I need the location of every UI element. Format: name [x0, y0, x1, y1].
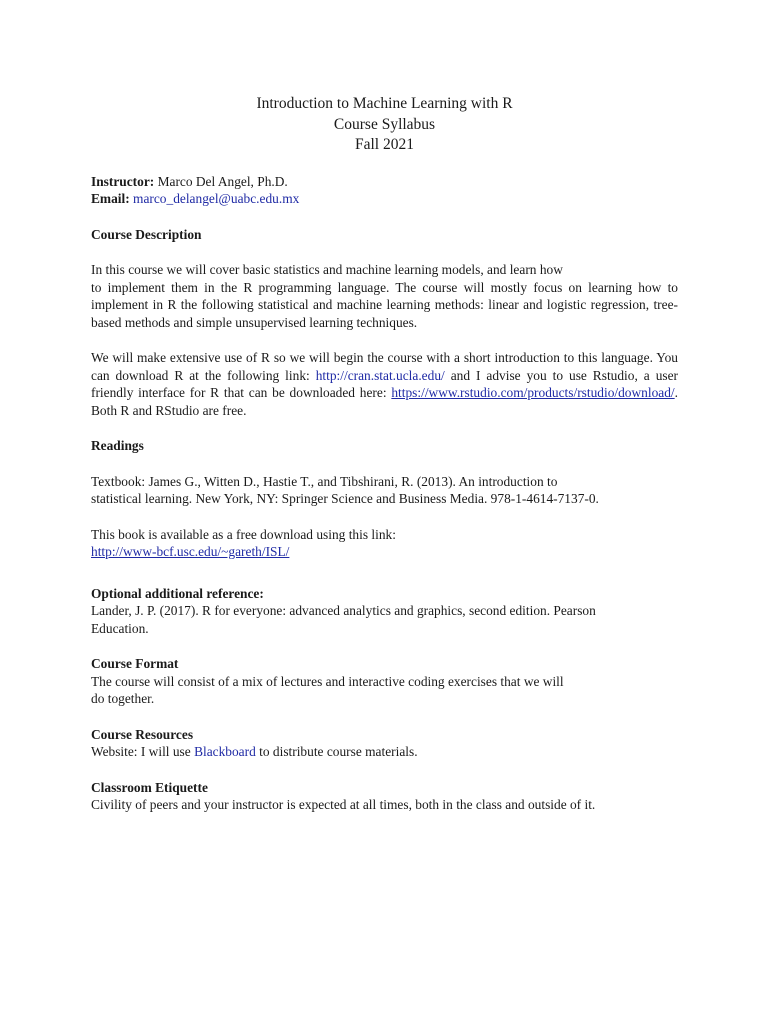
- free-download-text: This book is available as a free download using this link:: [91, 526, 396, 542]
- title-block: [91, 94, 678, 156]
- course-resources-line: [91, 743, 678, 761]
- textbook-line-2: statistical learning. New York, NY: Springer Science and Business Media. 978-1-4614-7137-0.: [91, 491, 599, 506]
- course-format-heading: Course Format: [91, 656, 179, 671]
- course-format-line-1: The course will consist of a mix of lectures and interactive coding exercises that we will: [91, 673, 564, 689]
- instructor-name: Marco Del Angel, Ph.D.: [157, 173, 288, 189]
- course-resources-heading: Course Resources: [91, 726, 194, 742]
- description-line-1: In this course we will cover basic statistics and machine learning models, and learn how: [91, 262, 563, 277]
- course-title: Introduction to Machine Learning with R: [256, 95, 513, 112]
- rstudio-link[interactable]: https://www.rstudio.com/products/rstudio/download/: [391, 385, 675, 400]
- course-term: Fall 2021: [355, 136, 414, 153]
- description-paragraph-1: to implement them in the R programming language. The course will mostly focus on learning how to implement in R the following statistical and machine learning methods: linear and logistic regression, tree-based methods and simple unsupervised learning techniques.: [91, 279, 678, 330]
- description-p2-text-a: We will make extensive use of R so we will begin the course with a short introduction to this language. You can download R at the following link:: [91, 350, 678, 383]
- email-line: [91, 190, 678, 208]
- description-p2-text-c: . Both R and RStudio are free.: [91, 385, 678, 418]
- readings-heading: Readings: [91, 438, 144, 453]
- cran-link[interactable]: http://cran.stat.ucla.edu/: [315, 367, 445, 383]
- classroom-etiquette-heading: Classroom Etiquette: [91, 779, 208, 795]
- description-p2-text-b: and I advise you to use Rstudio, a user friendly interface for R that can be downloaded here:: [91, 367, 678, 400]
- blackboard-link[interactable]: Blackboard: [194, 744, 256, 759]
- resources-text-a: Website: I will use: [91, 744, 195, 759]
- textbook-line-1: Textbook: James G., Witten D., Hastie T., and Tibshirani, R. (2013). An introduction to: [91, 473, 558, 489]
- course-description-heading: Course Description: [91, 226, 202, 242]
- email-label: Email:: [91, 191, 130, 206]
- isl-link[interactable]: http://www-bcf.usc.edu/~gareth/ISL/: [91, 544, 290, 559]
- syllabus-page: [91, 94, 678, 814]
- optional-reference-line-2: Education.: [91, 620, 149, 636]
- optional-reference-heading: Optional additional reference:: [91, 585, 264, 601]
- email-link[interactable]: marco_delangel@uabc.edu.mx: [133, 191, 300, 206]
- description-paragraph-2: [91, 349, 678, 419]
- instructor-line: [91, 173, 678, 191]
- instructor-label: Instructor:: [91, 173, 155, 189]
- course-format-line-2: do together.: [91, 691, 155, 706]
- resources-text-b: to distribute course materials.: [255, 744, 418, 759]
- optional-reference-line-1: Lander, J. P. (2017). R for everyone: advanced analytics and graphics, second edition. Pearson: [91, 603, 596, 618]
- classroom-etiquette-text: Civility of peers and your instructor is expected at all times, both in the class and outside of it.: [91, 797, 596, 812]
- course-subtitle: Course Syllabus: [333, 115, 436, 133]
